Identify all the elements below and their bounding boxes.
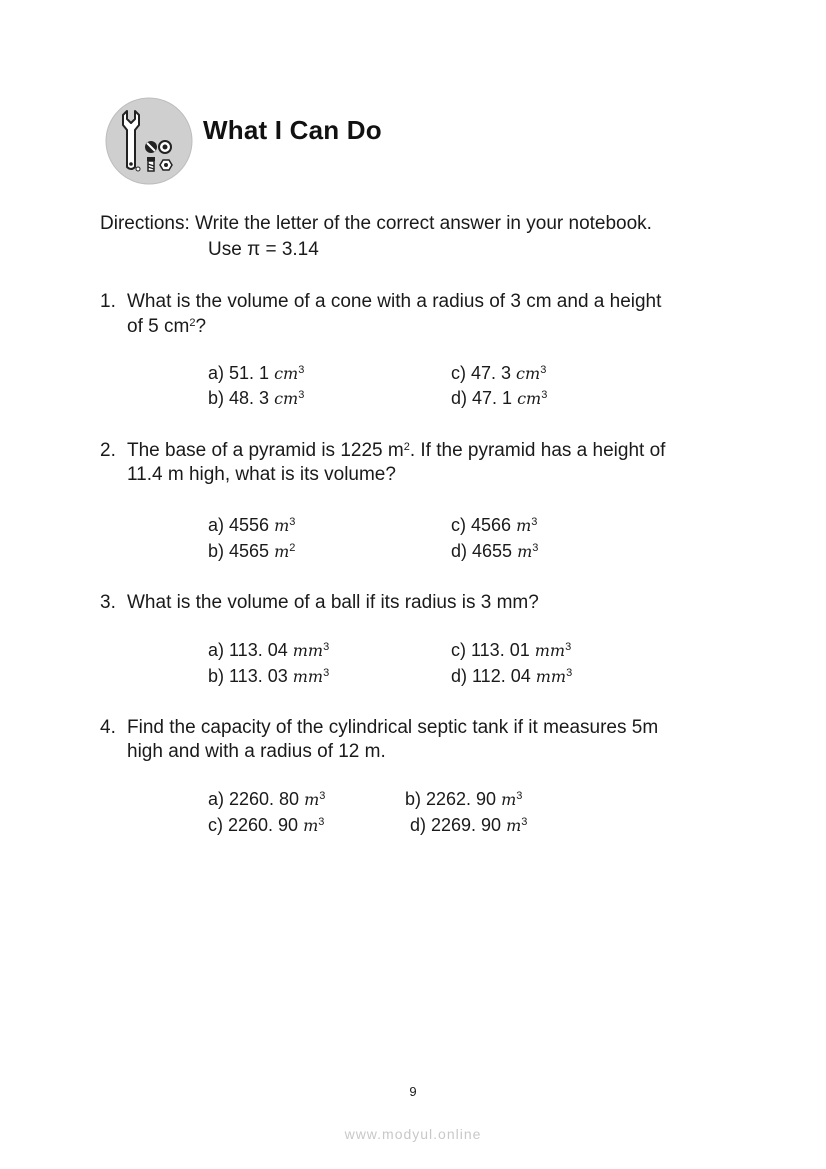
option-3c: c) 113. 01 $mm^3$ <box>451 640 572 660</box>
option-3d: d) 112. 04 $mm^3$ <box>451 666 573 686</box>
option-4a: a) 2260. 80 $m^3$ <box>208 789 326 809</box>
watermark: www.modyul.online <box>344 1126 482 1142</box>
question-3-line1: What is the volume of a ball if its radius is 3 mm? <box>127 592 539 613</box>
question-2-number: 2. <box>100 440 116 461</box>
question-2-line2: 11.4 m high, what is its volume? <box>127 464 396 485</box>
question-4-line2: high and with a radius of 12 m. <box>127 741 386 762</box>
page-number: 9 <box>409 1084 417 1099</box>
question-3-number: 3. <box>100 592 116 613</box>
option-1d: d) 47. 1 $cm^3$ <box>451 388 548 408</box>
option-1b: b) 48. 3 $cm^3$ <box>208 388 305 408</box>
option-1c: c) 47. 3 $cm^3$ <box>451 363 547 383</box>
option-2c: c) 4566 $m^3$ <box>451 515 538 535</box>
directions-text: Directions: Write the letter of the correct answer in your notebook. <box>100 213 652 234</box>
option-4b: b) 2262. 90 $m^3$ <box>405 789 523 809</box>
question-4-number: 4. <box>100 717 116 738</box>
option-3b: b) 113. 03 $mm^3$ <box>208 666 330 686</box>
question-1-line1: What is the volume of a cone with a radius of 3 cm and a height <box>127 291 662 312</box>
page-title: What I Can Do <box>203 115 382 145</box>
option-3a: a) 113. 04 $mm^3$ <box>208 640 330 660</box>
option-2d: d) 4655 $m^3$ <box>451 541 539 561</box>
tools-icon <box>105 97 193 185</box>
option-1a: a) 51. 1 $cm^3$ <box>208 363 305 383</box>
option-2b: b) 4565 $m^2$ <box>208 541 296 561</box>
option-2a: a) 4556 $m^3$ <box>208 515 296 535</box>
option-4d: d) 2269. 90 $m^3$ <box>410 815 528 835</box>
directions-note: Use π = 3.14 <box>208 239 319 260</box>
question-1-line2: of 5 $cm^2$? <box>127 316 207 337</box>
option-4c: c) 2260. 90 $m^3$ <box>208 815 325 835</box>
question-1-number: 1. <box>100 291 116 312</box>
question-4-line1: Find the capacity of the cylindrical septic tank if it measures 5m <box>127 717 659 738</box>
question-2-line1: The base of a pyramid is 1225 $m^2$. If the pyramid has a height of <box>127 440 666 461</box>
